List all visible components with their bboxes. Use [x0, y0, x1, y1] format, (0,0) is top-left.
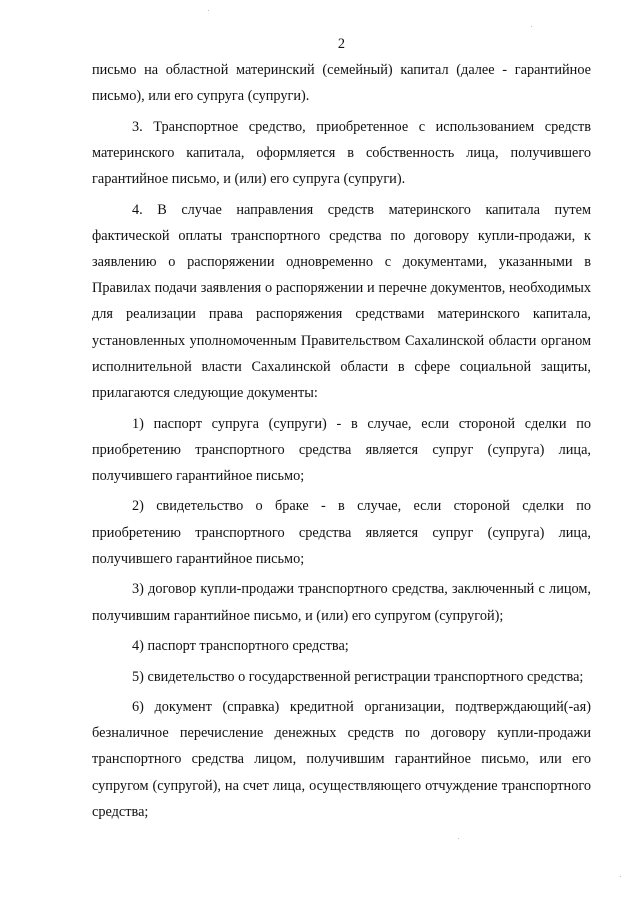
page-number: 2 — [337, 36, 346, 52]
scan-speck — [458, 838, 459, 839]
scan-speck — [620, 876, 621, 877]
scan-speck — [531, 26, 532, 27]
document-body — [92, 57, 591, 829]
paragraph-item-3: 3. Транспортное средство, приобретенное с использованием средств материнского капитала, оформляется в собственность лица, получившего гарантийное письмо, и (или) его супруга (супруги). — [92, 118, 591, 188]
paragraph-item-4: 4. В случае направления средств материнского капитала путем фактической оплаты транспортного средства по договору купли-продажи, к заявлению о распоряжении одновременно с документами, указанными в Правилах подачи заявления о распоряжении и перечне документов, необходимых для реализации права распоряжения средствами материнского капитала, установленных уполномоченным Правительством Сахалинской области органом исполнительной власти Сахалинской области в сфере социальной защиты, прилагаются следующие документы: — [92, 201, 591, 402]
list-item-6-bank-document: 6) документ (справка) кредитной организации, подтверждающий(-ая) безналичное перечисление денежных средств по договору купли-продажи транспортного средства лицом, получившим гарантийное письмо, или его супругом (супругой), на счет лица, осуществляющего отчуждение транспортного средства; — [92, 699, 591, 820]
scan-speck — [208, 10, 209, 11]
list-item-2-marriage-certificate: 2) свидетельство о браке - в случае, если стороной сделки по приобретению транспортного средства является супруг (супруга) лица, получившего гарантийное письмо; — [92, 498, 591, 567]
list-item-1-spouse-passport: 1) паспорт супруга (супруги) - в случае, если стороной сделки по приобретению транспортного средства является супруг (супруга) лица, получившего гарантийное письмо; — [92, 415, 591, 484]
list-item-4-vehicle-passport: 4) паспорт транспортного средства; — [132, 638, 349, 655]
list-item-5-registration-certificate: 5) свидетельство о государственной регистрации транспортного средства; — [132, 668, 584, 685]
list-item-3-sale-contract: 3) договор купли-продажи транспортного средства, заключенный с лицом, получившим гарантийное письмо, и (или) его супругом (супругой); — [92, 581, 591, 624]
paragraph-continuation: письмо на областной материнский (семейный) капитал (далее - гарантийное письмо), или его супруга (супруги). — [92, 62, 591, 105]
